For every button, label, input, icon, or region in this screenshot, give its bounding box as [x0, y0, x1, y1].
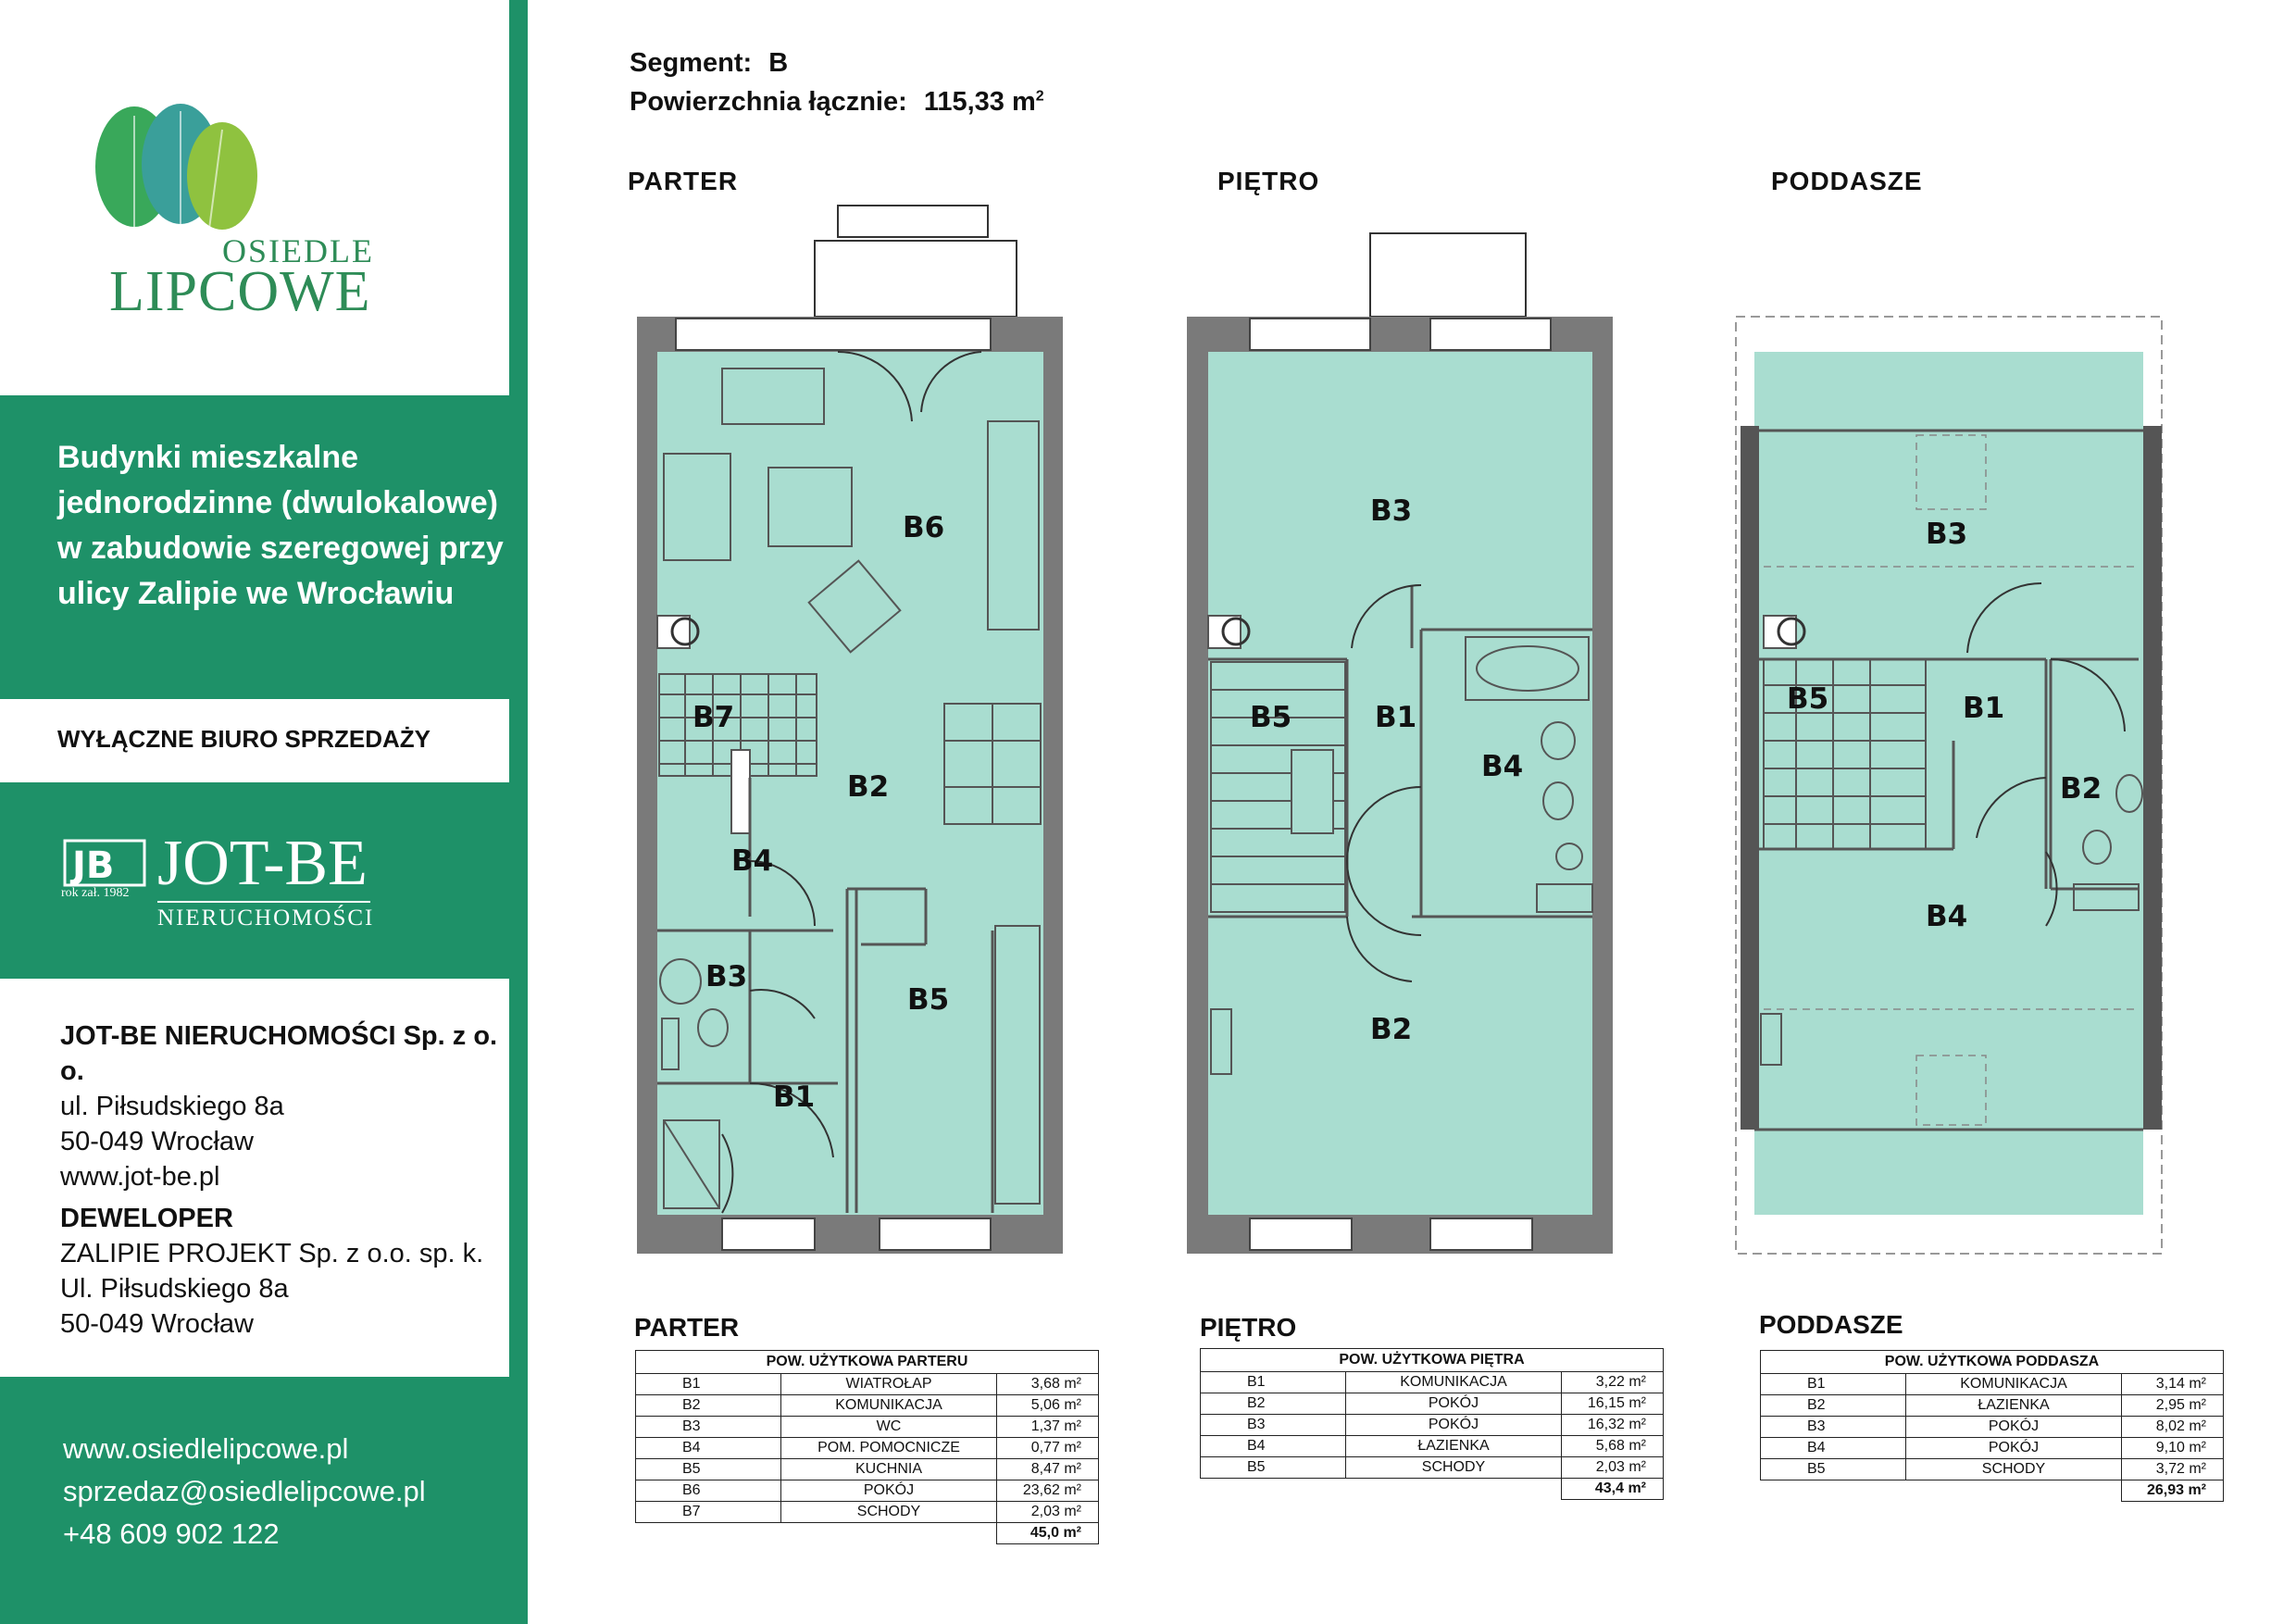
cell-name: KOMUNIKACJA — [1906, 1374, 2122, 1395]
room-label-poddasze-b4: B4 — [1926, 900, 1968, 933]
table-row — [1761, 1438, 2224, 1459]
table-row — [1761, 1395, 2224, 1417]
company-name: JOT-BE NIERUCHOMOŚCI Sp. z o. o. — [60, 1021, 498, 1086]
cell-code: B2 — [1201, 1393, 1346, 1415]
area-table-poddasze — [1760, 1350, 2224, 1502]
room-label-pietro-b5: B5 — [1250, 701, 1292, 734]
segment-value: B — [768, 48, 789, 78]
cell-name: KOMUNIKACJA — [1346, 1372, 1562, 1393]
cell-name: SCHODY — [1346, 1457, 1562, 1479]
plan-title-parter: PARTER — [628, 167, 739, 195]
plan-title-pietro: PIĘTRO — [1217, 167, 1320, 195]
cell-code: B7 — [636, 1502, 781, 1523]
room-label-parter-b4: B4 — [731, 844, 774, 878]
cell-code: B5 — [1201, 1457, 1346, 1479]
cell-code: B4 — [1761, 1438, 1906, 1459]
room-label-parter-b1: B1 — [773, 1081, 816, 1114]
room-label-poddasze-b3: B3 — [1926, 518, 1968, 551]
table-row — [636, 1417, 1099, 1438]
table-row — [1201, 1457, 1664, 1479]
table-row — [1201, 1393, 1664, 1415]
agency-since: rok zał. 1982 — [61, 886, 130, 900]
room-label-poddasze-b1: B1 — [1963, 692, 2005, 725]
table-title-poddasze: PODDASZE — [1759, 1310, 1903, 1339]
cell-area: 3,14 m² — [2122, 1374, 2224, 1395]
room-label-poddasze-b5: B5 — [1787, 682, 1829, 716]
cell-code: B3 — [636, 1417, 781, 1438]
segment-label: Segment: — [630, 48, 753, 78]
table-row — [636, 1480, 1099, 1502]
table-title-pietro: PIĘTRO — [1200, 1313, 1297, 1342]
cell-area: 23,62 m² — [997, 1480, 1099, 1502]
cell-area: 16,15 m² — [1562, 1393, 1664, 1415]
table-row — [1201, 1415, 1664, 1436]
cell-name: POKÓJ — [781, 1480, 997, 1502]
room-label-pietro-b2: B2 — [1370, 1013, 1413, 1046]
room-label-parter-b3: B3 — [705, 960, 748, 993]
cell-name: POM. POMOCNICZE — [781, 1438, 997, 1459]
agency-sub: NIERUCHOMOŚCI — [157, 906, 375, 931]
cell-code: B4 — [636, 1438, 781, 1459]
table-row — [1761, 1459, 2224, 1480]
cell-area: 1,37 m² — [997, 1417, 1099, 1438]
developer-name: ZALIPIE PROJEKT Sp. z o.o. sp. k. — [60, 1239, 484, 1268]
table-row — [636, 1502, 1099, 1523]
cell-name: KOMUNIKACJA — [781, 1395, 997, 1417]
cell-code: B3 — [1761, 1417, 1906, 1438]
cell-area: 2,03 m² — [1562, 1457, 1664, 1479]
table-row — [636, 1459, 1099, 1480]
cell-code: B1 — [636, 1374, 781, 1395]
table-row — [1761, 1417, 2224, 1438]
total-area-label: Powierzchnia łącznie: — [630, 87, 907, 117]
table-row — [1201, 1372, 1664, 1393]
floorplan-pietro — [1187, 233, 1613, 1254]
room-label-parter-b6: B6 — [903, 511, 945, 544]
cell-area: 5,06 m² — [997, 1395, 1099, 1417]
cell-total: 26,93 m² — [2122, 1480, 2224, 1502]
cell-name: ŁAZIENKA — [1346, 1436, 1562, 1457]
total-area-sup: 2 — [1035, 88, 1044, 105]
svg-text:JB: JB — [72, 844, 115, 887]
room-label-pietro-b1: B1 — [1375, 701, 1417, 734]
total-area-value: 115,33 m — [923, 87, 1036, 117]
cell-code: B6 — [636, 1480, 781, 1502]
room-label-parter-b7: B7 — [693, 701, 735, 734]
table-total-row — [1761, 1480, 2224, 1502]
room-label-pietro-b4: B4 — [1481, 750, 1524, 783]
brand-osiedle: OSIEDLE — [222, 232, 374, 269]
cell-name: ŁAZIENKA — [1906, 1395, 2122, 1417]
agency-name: JOT-BE — [157, 828, 368, 899]
area-table-pietro — [1200, 1348, 1664, 1500]
cell-name: WIATROŁAP — [781, 1374, 997, 1395]
table-row — [1201, 1436, 1664, 1457]
developer-city: 50-049 Wrocław — [60, 1309, 255, 1339]
cell-code: B2 — [636, 1395, 781, 1417]
cell-name: SCHODY — [1906, 1459, 2122, 1480]
cell-name: POKÓJ — [1906, 1417, 2122, 1438]
cell-area: 3,68 m² — [997, 1374, 1099, 1395]
cell-code: B5 — [1761, 1459, 1906, 1480]
room-label-pietro-b3: B3 — [1370, 494, 1413, 528]
table-header: POW. UŻYTKOWA PODDASZA — [1761, 1351, 2224, 1374]
cell-area: 2,95 m² — [2122, 1395, 2224, 1417]
cell-area: 8,47 m² — [997, 1459, 1099, 1480]
cell-area: 2,03 m² — [997, 1502, 1099, 1523]
room-label-parter-b2: B2 — [847, 770, 890, 804]
developer-street: Ul. Piłsudskiego 8a — [60, 1274, 289, 1304]
footer-contact — [63, 1428, 426, 1555]
table-row — [636, 1438, 1099, 1459]
cell-total: 45,0 m² — [997, 1523, 1099, 1544]
cell-area: 0,77 m² — [997, 1438, 1099, 1459]
cell-area: 16,32 m² — [1562, 1415, 1664, 1436]
table-total-row — [636, 1523, 1099, 1544]
cell-area: 8,02 m² — [2122, 1417, 2224, 1438]
company-www[interactable]: www.jot-be.pl — [60, 1162, 220, 1192]
cell-name: POKÓJ — [1346, 1393, 1562, 1415]
table-row — [1761, 1374, 2224, 1395]
plan-title-poddasze: PODDASZE — [1771, 167, 1923, 195]
area-table-parter — [635, 1350, 1099, 1544]
table-row — [636, 1395, 1099, 1417]
company-street: ul. Piłsudskiego 8a — [60, 1092, 284, 1121]
headline-line-2: jednorodzinne (dwulokalowe) — [57, 485, 498, 520]
cell-area: 9,10 m² — [2122, 1438, 2224, 1459]
cell-name: POKÓJ — [1906, 1438, 2122, 1459]
table-title-parter: PARTER — [634, 1313, 740, 1342]
cell-code: B3 — [1201, 1415, 1346, 1436]
cell-code: B1 — [1761, 1374, 1906, 1395]
cell-area: 3,72 m² — [2122, 1459, 2224, 1480]
cell-code: B5 — [636, 1459, 781, 1480]
cell-name: POKÓJ — [1346, 1415, 1562, 1436]
headline-line-3: w zabudowie szeregowej przy — [57, 531, 504, 566]
room-label-poddasze-b2: B2 — [2060, 772, 2103, 806]
cell-name: KUCHNIA — [781, 1459, 997, 1480]
cell-code: B1 — [1201, 1372, 1346, 1393]
footer-email[interactable]: sprzedaz@osiedlelipcowe.pl — [63, 1475, 426, 1507]
table-header: POW. UŻYTKOWA PIĘTRA — [1201, 1349, 1664, 1372]
footer-band — [0, 1377, 528, 1624]
cell-code: B2 — [1761, 1395, 1906, 1417]
brand-lipcowe: LIPCOWE — [109, 260, 371, 323]
cell-total: 43,4 m² — [1562, 1479, 1664, 1500]
headline-line-1: Budynki mieszkalne — [57, 440, 359, 475]
developer-label: DEWELOPER — [60, 1204, 233, 1233]
footer-site[interactable]: www.osiedlelipcowe.pl — [63, 1432, 349, 1465]
cell-area: 3,22 m² — [1562, 1372, 1664, 1393]
cell-name: WC — [781, 1417, 997, 1438]
footer-phone[interactable]: +48 609 902 122 — [63, 1518, 280, 1550]
exclusive-office-label: WYŁĄCZNE BIURO SPRZEDAŻY — [57, 725, 430, 753]
cell-area: 5,68 m² — [1562, 1436, 1664, 1457]
table-row — [636, 1374, 1099, 1395]
cell-code: B4 — [1201, 1436, 1346, 1457]
table-header: POW. UŻYTKOWA PARTERU — [636, 1351, 1099, 1374]
company-city: 50-049 Wrocław — [60, 1127, 255, 1156]
cell-name: SCHODY — [781, 1502, 997, 1523]
room-label-parter-b5: B5 — [907, 983, 950, 1017]
table-total-row — [1201, 1479, 1664, 1500]
headline-line-4: ulicy Zalipie we Wrocławiu — [57, 576, 455, 611]
